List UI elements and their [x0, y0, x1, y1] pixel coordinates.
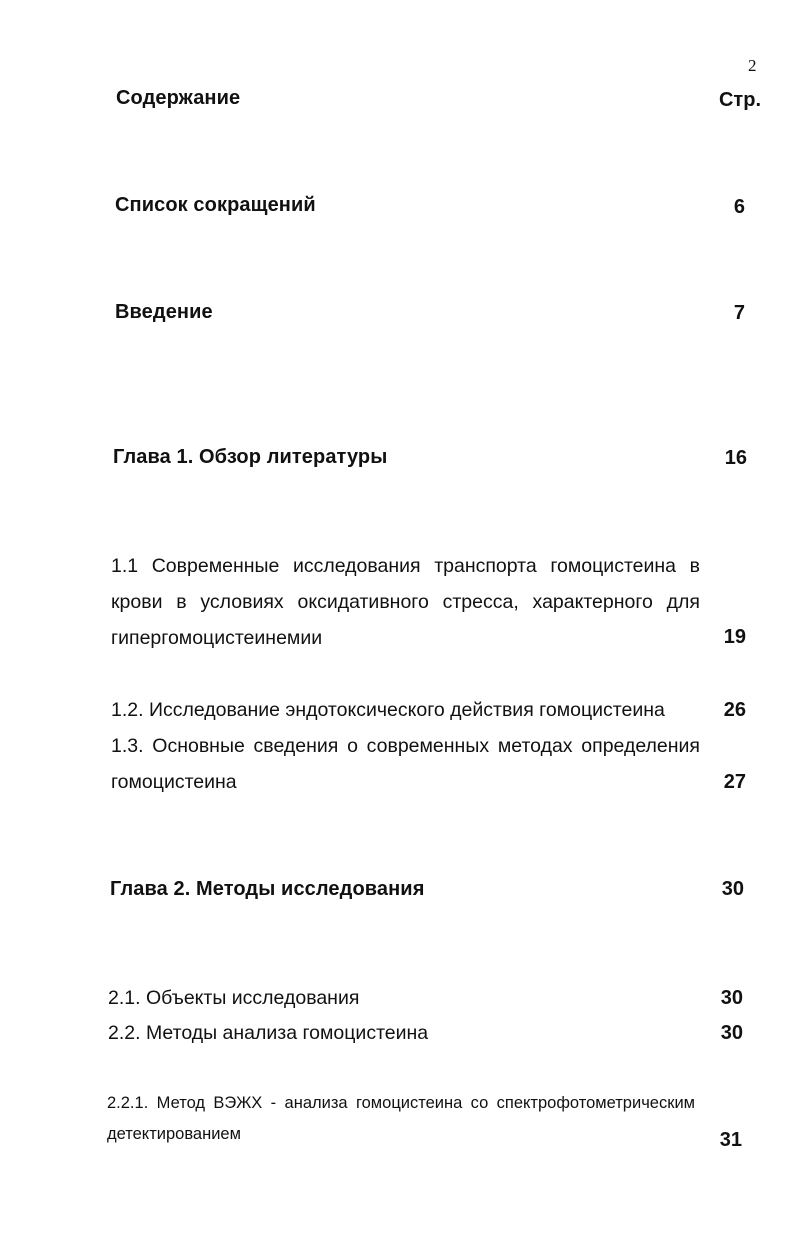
toc-entry-introduction: Введение [115, 301, 213, 323]
toc-title: Содержание [116, 87, 241, 109]
toc-entry-section-1-2: 1.2. Исследование эндотоксического действия гомоцистеина [111, 699, 665, 721]
toc-entry-chapter-2: Глава 2. Методы исследования [110, 878, 425, 900]
page-column-label: Стр. [718, 89, 761, 111]
toc-entry-section-2-2: 2.2. Методы анализа гомоцистеина [108, 1022, 429, 1044]
toc-entry-section-2-2-1-line-2: детектированием [107, 1125, 241, 1143]
toc-page-section-2-1: 30 [720, 987, 743, 1009]
toc-page-abbreviations: 6 [733, 196, 745, 218]
toc-entry-section-1-1-line-2: крови в условиях оксидативного стресса, характерного для [111, 591, 700, 613]
toc-entry-section-1-1-line-3: гипергомоцистеинемии [111, 627, 323, 649]
toc-page-section-1-2: 26 [723, 699, 746, 721]
toc-page-section-1-3: 27 [723, 771, 746, 793]
toc-entry-section-2-1: 2.1. Объекты исследования [108, 987, 360, 1009]
toc-page-chapter-2: 30 [721, 878, 744, 900]
toc-entry-section-1-3-line-2: гомоцистеина [111, 771, 237, 793]
toc-page-section-2-2: 30 [720, 1022, 743, 1044]
toc-entry-section-1-3-line-1: 1.3. Основные сведения о современных методах определения [111, 735, 700, 757]
toc-page-chapter-1: 16 [724, 447, 747, 469]
page-number: 2 [748, 56, 757, 75]
toc-page-introduction: 7 [733, 302, 745, 324]
toc-page-section-2-2-1: 31 [719, 1129, 742, 1151]
toc-entry-abbreviations: Список сокращений [115, 194, 316, 216]
toc-entry-chapter-1: Глава 1. Обзор литературы [113, 446, 388, 468]
toc-entry-section-2-2-1-line-1: 2.2.1. Метод ВЭЖХ - анализа гомоцистеина со спектрофотометрическим [107, 1094, 695, 1112]
toc-page-section-1-1: 19 [723, 626, 746, 648]
toc-entry-section-1-1-line-1: 1.1 Современные исследования транспорта гомоцистеина в [111, 555, 700, 577]
